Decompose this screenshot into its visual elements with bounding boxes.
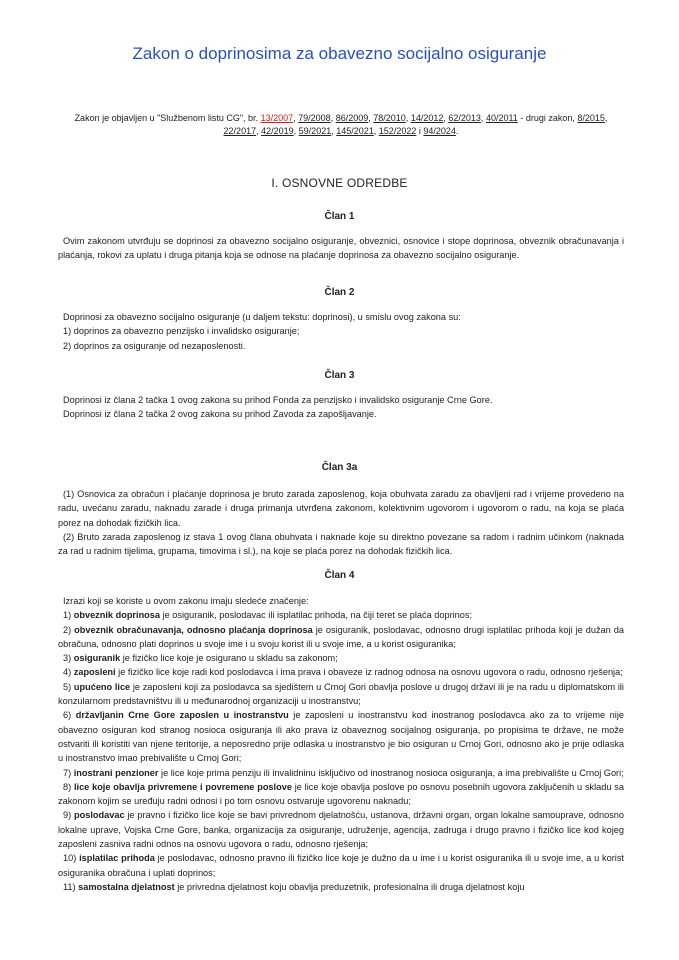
definition-item xyxy=(58,766,624,780)
gazette-link[interactable]: 78/2010 xyxy=(373,113,406,123)
definition-text: je zaposleni koji za poslodavca sa sjedištem u Crnoj Gori obavlja poslove u drugoj državi ili je na radu u diplomatskom ili konzularnom predstavništvu ili u međunarodnoj organizaciji u inostranstvu; xyxy=(58,681,624,707)
definition-term: osiguranik xyxy=(73,653,121,664)
definition-text: je poslodavac, odnosno pravno ili fizičko lice koje je dužno da u ime i u korist osiguranika ili u svoje ime, a u korist osiguranika obračuna i uplati doprinos; xyxy=(58,853,624,878)
definition-number: 8) xyxy=(63,781,74,792)
gazette-link[interactable]: 86/2009 xyxy=(335,113,369,123)
article-3a-paragraph-1: (1) Osnovica za obračun i plaćanje doprinosa je bruto zarada zaposlenog, koja obuhvata zaradu za obavljeni rad i vrijeme provedeno na radu, uvećanu zaradu, naknadu zarade i druga primanja utvrđena zakonom, kolektivnim ugovorom i ugovorom o radu, na koja se plaća porez na dohodak fizičkih lica. xyxy=(58,489,624,528)
article-4-intro: Izrazi koji se koriste u ovom zakonu imaju sledeće značenje: xyxy=(63,596,309,606)
article-heading-3a: Član 3a xyxy=(321,462,358,473)
article-heading-4: Član 4 xyxy=(324,570,355,581)
definition-number: 4) xyxy=(63,667,74,678)
gazette-link[interactable]: 62/2013 xyxy=(448,113,481,123)
definition-number: 5) xyxy=(63,681,74,692)
article-1-text: Ovim zakonom utvrđuju se doprinosi za obavezno socijalno osiguranje, obveznici, osnovice i stope doprinosa, obveznik obračunavanja i plaćanja, rokovi za uplatu i druga pitanja koja se odnose na plaćanje doprinosa za obavezno socijalno osiguranje. xyxy=(58,236,624,261)
definition-item xyxy=(58,665,624,679)
publication-info xyxy=(58,112,624,138)
definition-text: je fizičko lice koje je osigurano u skladu sa zakonom; xyxy=(120,653,338,664)
gazette-link[interactable]: 14/2012 xyxy=(410,113,444,123)
article-3-line-2: Doprinosi iz člana 2 tačka 2 ovog zakona su prihod Zavoda za zapošljavanje. xyxy=(63,409,377,420)
definition-item xyxy=(58,708,624,765)
definition-number: 1) xyxy=(63,610,74,621)
definition-item xyxy=(58,851,624,880)
definition-number: 6) xyxy=(63,710,76,721)
gazette-link[interactable]: 152/2022 xyxy=(378,126,417,136)
definition-number: 9) xyxy=(63,810,74,821)
definition-term: samostalna djelatnost xyxy=(78,881,175,892)
definition-term: obveznik doprinosa xyxy=(73,610,161,621)
publication-prefix: Zakon je objavljen u "Službenom listu CG", br. xyxy=(74,113,259,123)
gazette-link[interactable]: 145/2021 xyxy=(336,126,374,136)
article-2-item-1: 1) doprinos za obavezno penzijsko i invalidsko osiguranje; xyxy=(63,326,300,337)
article-heading-2: Član 2 xyxy=(324,287,355,298)
definition-item xyxy=(58,680,624,709)
definition-term: državljanin Crne Gore zaposlen u inostranstvu xyxy=(75,710,289,721)
definition-text: je osiguranik, poslodavac ili isplatilac prihoda, na čiji teret se plaća doprinos; xyxy=(160,610,473,621)
article-3a-body xyxy=(58,487,624,558)
article-1-body xyxy=(58,234,624,263)
definition-item xyxy=(58,808,624,851)
gazette-link[interactable]: 40/2011 xyxy=(485,113,518,123)
gazette-link[interactable]: 42/2019 xyxy=(261,126,294,136)
definition-text: je fizičko lice koje radi kod poslodavca i ima prava i obaveze iz radnog odnosa na osnovu ugovora o radu, odnosno rješenja; xyxy=(115,667,623,678)
article-heading-1: Član 1 xyxy=(324,211,355,222)
article-3a-paragraph-2: (2) Bruto zarada zaposlenog iz stava 1 ovog člana obuhvata i naknade koje su direktno povezane sa radom i radnim učinkom (naknada za rad u radnim tijelima, grupama, timovima i sl.), na koje se plaća porez na dohodak fizičkih lica. xyxy=(58,531,624,557)
article-heading-3: Član 3 xyxy=(324,370,355,381)
gazette-link[interactable]: 13/2007 xyxy=(260,113,294,123)
article-2-body xyxy=(58,310,624,353)
definition-item xyxy=(58,880,624,894)
document-title: Zakon o doprinosima za obavezno socijalno osiguranje xyxy=(132,44,547,63)
publication-conj: i xyxy=(418,126,421,136)
definition-term: lice koje obavlja privremene i povremene poslove xyxy=(73,781,292,792)
definition-item xyxy=(58,623,624,652)
publication-mid: - drugi zakon, xyxy=(520,113,575,123)
definition-term: zaposleni xyxy=(73,667,116,678)
definition-text: je osiguranik, poslodavac, odnosno drugi isplatilac prihoda koji je dužan da obračuna, odnosno plati doprinos u svoje ime i u svoju korist ili u svoje ime, a u korist osiguranika; xyxy=(58,624,624,649)
article-2-item-2: 2) doprinos za osiguranje od nezaposlenosti. xyxy=(63,340,246,351)
definition-number: 11) xyxy=(63,881,79,892)
gazette-link[interactable]: 22/2017 xyxy=(223,126,257,136)
definition-term: isplatilac prihoda xyxy=(79,853,155,864)
definition-number: 2) xyxy=(63,624,75,635)
definition-term: upućeno lice xyxy=(73,681,131,692)
definition-text: je pravno i fizičko lice koje se bavi privrednom djelatnošću, ustanova, državni organ, organ lokalne samouprave, odnosno lokalne uprave, Vojska Crne Gore, banka, organizacija za osiguranje, udruženje, agencija, zadruga i drugo pravno i fizičko lice kod kojeg zaposleni zasniva radni odnos na osnovu ugovora o radu, odnosno rješenja; xyxy=(58,810,624,850)
definition-term: poslodavac xyxy=(74,810,125,821)
definitions-list xyxy=(58,608,624,894)
article-2-intro: Doprinosi za obavezno socijalno osiguranje (u daljem tekstu: doprinosi), u smislu ovog zakona su: xyxy=(63,312,461,322)
definition-text: je zaposleni u inostranstvu kod inostranog poslodavca ako za to vrijeme nije obavezno osiguran kod stranog nosioca osiguranja ili ako prava iz obaveznog socijalnog osiguranja, po propisima te države, ne može ostvariti ili koristiti van njene teritorije, a neposredno prije odlaska u inostranstvo je bio osiguran u Crnoj Gori, odnosno ako je prije odlaska u inostranstvo imao prebivalište u Crnoj Gori; xyxy=(58,710,624,764)
definition-text: je lice koje prima penziju ili invalidninu isključivo od inostranog nosioca osiguranja, a ima prebivalište u Crnoj Gori; xyxy=(158,767,624,778)
definition-number: 10) xyxy=(63,853,80,864)
article-3-line-1: Doprinosi iz člana 2 tačka 1 ovog zakona su prihod Fonda za penzijsko i invalidsko osiguranje Crne Gore. xyxy=(63,395,493,405)
publication-end: . xyxy=(455,126,459,136)
definition-number: 7) xyxy=(63,767,74,778)
definition-number: 3) xyxy=(63,653,74,664)
gazette-link[interactable]: 8/2015 xyxy=(577,113,605,123)
gazette-link[interactable]: 79/2008 xyxy=(298,113,331,123)
gazette-link[interactable]: 59/2021 xyxy=(298,126,332,136)
section-title: I. OSNOVNE ODREDBE xyxy=(271,176,408,190)
gazette-link-last[interactable]: 94/2024 xyxy=(423,126,456,136)
definition-text: je lice koje obavlja poslove po osnovu posebnih ugovora zaključenih u skladu sa zakonom kojim se uređuju radni odnosi i po tom osnovu ostvaruje ugovorenu naknadu; xyxy=(58,781,624,807)
definition-item xyxy=(58,651,624,665)
definition-item xyxy=(58,608,624,622)
publication-refs-line2: 8/2015, 22/2017, 42/2019, 59/2021, 145/2021, 152/2022 xyxy=(223,113,608,136)
publication-refs-line1: 13/2007, 79/2008, 86/2009, 78/2010, 14/2012, 62/2013, 40/2011 xyxy=(260,113,518,123)
article-4-body xyxy=(58,594,624,894)
definition-term: inostrani penzioner xyxy=(73,767,159,778)
definition-item xyxy=(58,780,624,809)
definition-text: je privredna djelatnost koju obavlja preduzetnik, profesionalna ili druga djelatnost koju xyxy=(174,881,525,892)
definition-term: obveznik obračunavanja, odnosno plaćanja doprinosa xyxy=(74,624,313,635)
article-3-body xyxy=(58,393,624,422)
